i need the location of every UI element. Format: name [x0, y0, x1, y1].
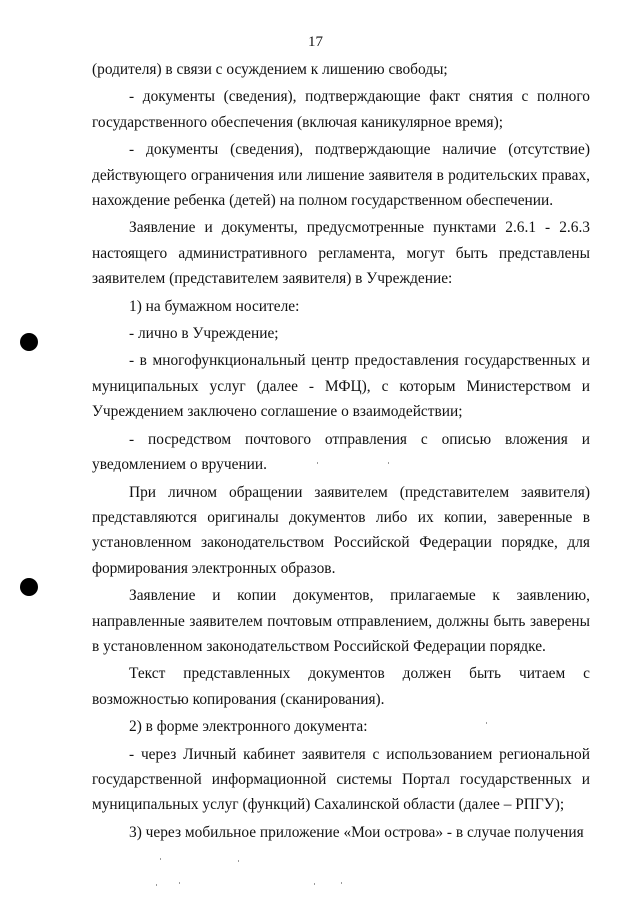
page-number: 17: [308, 34, 323, 50]
paragraph-list-item: - лично в Учреждение;: [129, 325, 279, 343]
paragraph-list-heading: 1) на бумажном носителе:: [129, 297, 300, 315]
paragraph-list-heading: 2) в форме электронного документа:: [129, 718, 368, 736]
paragraph: Текст представленных документов должен быть читаем с возможностью копирования (сканирования).: [92, 665, 590, 708]
scan-speck: [156, 884, 157, 886]
paragraph-list-item: - документы (сведения), подтверждающие факт снятия с полного государственного обеспечения (включая каникулярное время);: [92, 88, 590, 131]
scan-speck: [160, 858, 161, 860]
paragraph: При личном обращении заявителем (представителем заявителя) представляются оригиналы документов либо их копии, заверенные в установленном законодательством Российской Федерации порядке, для формирования электронных образов.: [92, 483, 590, 577]
scan-speck: [238, 860, 239, 862]
paragraph-list-item: - через Личный кабинет заявителя с использованием региональной государственной информационной системы Портал государственных и муниципальных услуг (функций) Сахалинской области (далее – РПГУ);: [92, 745, 590, 814]
paragraph-continuation: (родителя) в связи с осуждением к лишению свободы;: [92, 61, 448, 78]
binder-hole-bottom: [20, 578, 38, 596]
paragraph-list-item: - в многофункциональный центр предоставления государственных и муниципальных услуг (далее - МФЦ), с которым Министерством и Учреждением заключено соглашение о взаимодействии;: [92, 352, 590, 421]
paragraph-list-heading: 3) через мобильное приложение «Мои острова» - в случае получения: [129, 823, 584, 841]
scan-speck: [314, 883, 315, 885]
paragraph: Заявление и документы, предусмотренные пунктами 2.6.1 - 2.6.3 настоящего административного регламента, могут быть представлены заявителем (представителем заявителя) в Учреждение:: [92, 219, 590, 288]
binder-hole-top: [20, 333, 38, 351]
paragraph-list-item: - документы (сведения), подтверждающие наличие (отсутствие) действующего ограничения или лишение заявителя в родительских правах, нахождение ребенка (детей) на полном государственном обеспечении.: [92, 141, 590, 210]
document-body: [92, 57, 590, 845]
scan-speck: [341, 882, 342, 884]
scan-speck: [179, 882, 180, 884]
paragraph-list-item: - посредством почтового отправления с описью вложения и уведомлением о вручении.: [92, 430, 590, 474]
paragraph: Заявление и копии документов, прилагаемые к заявлению, направленные заявителем почтовым отправлением, должны быть заверены в установленном законодательством Российской Федерации порядке.: [92, 587, 590, 655]
